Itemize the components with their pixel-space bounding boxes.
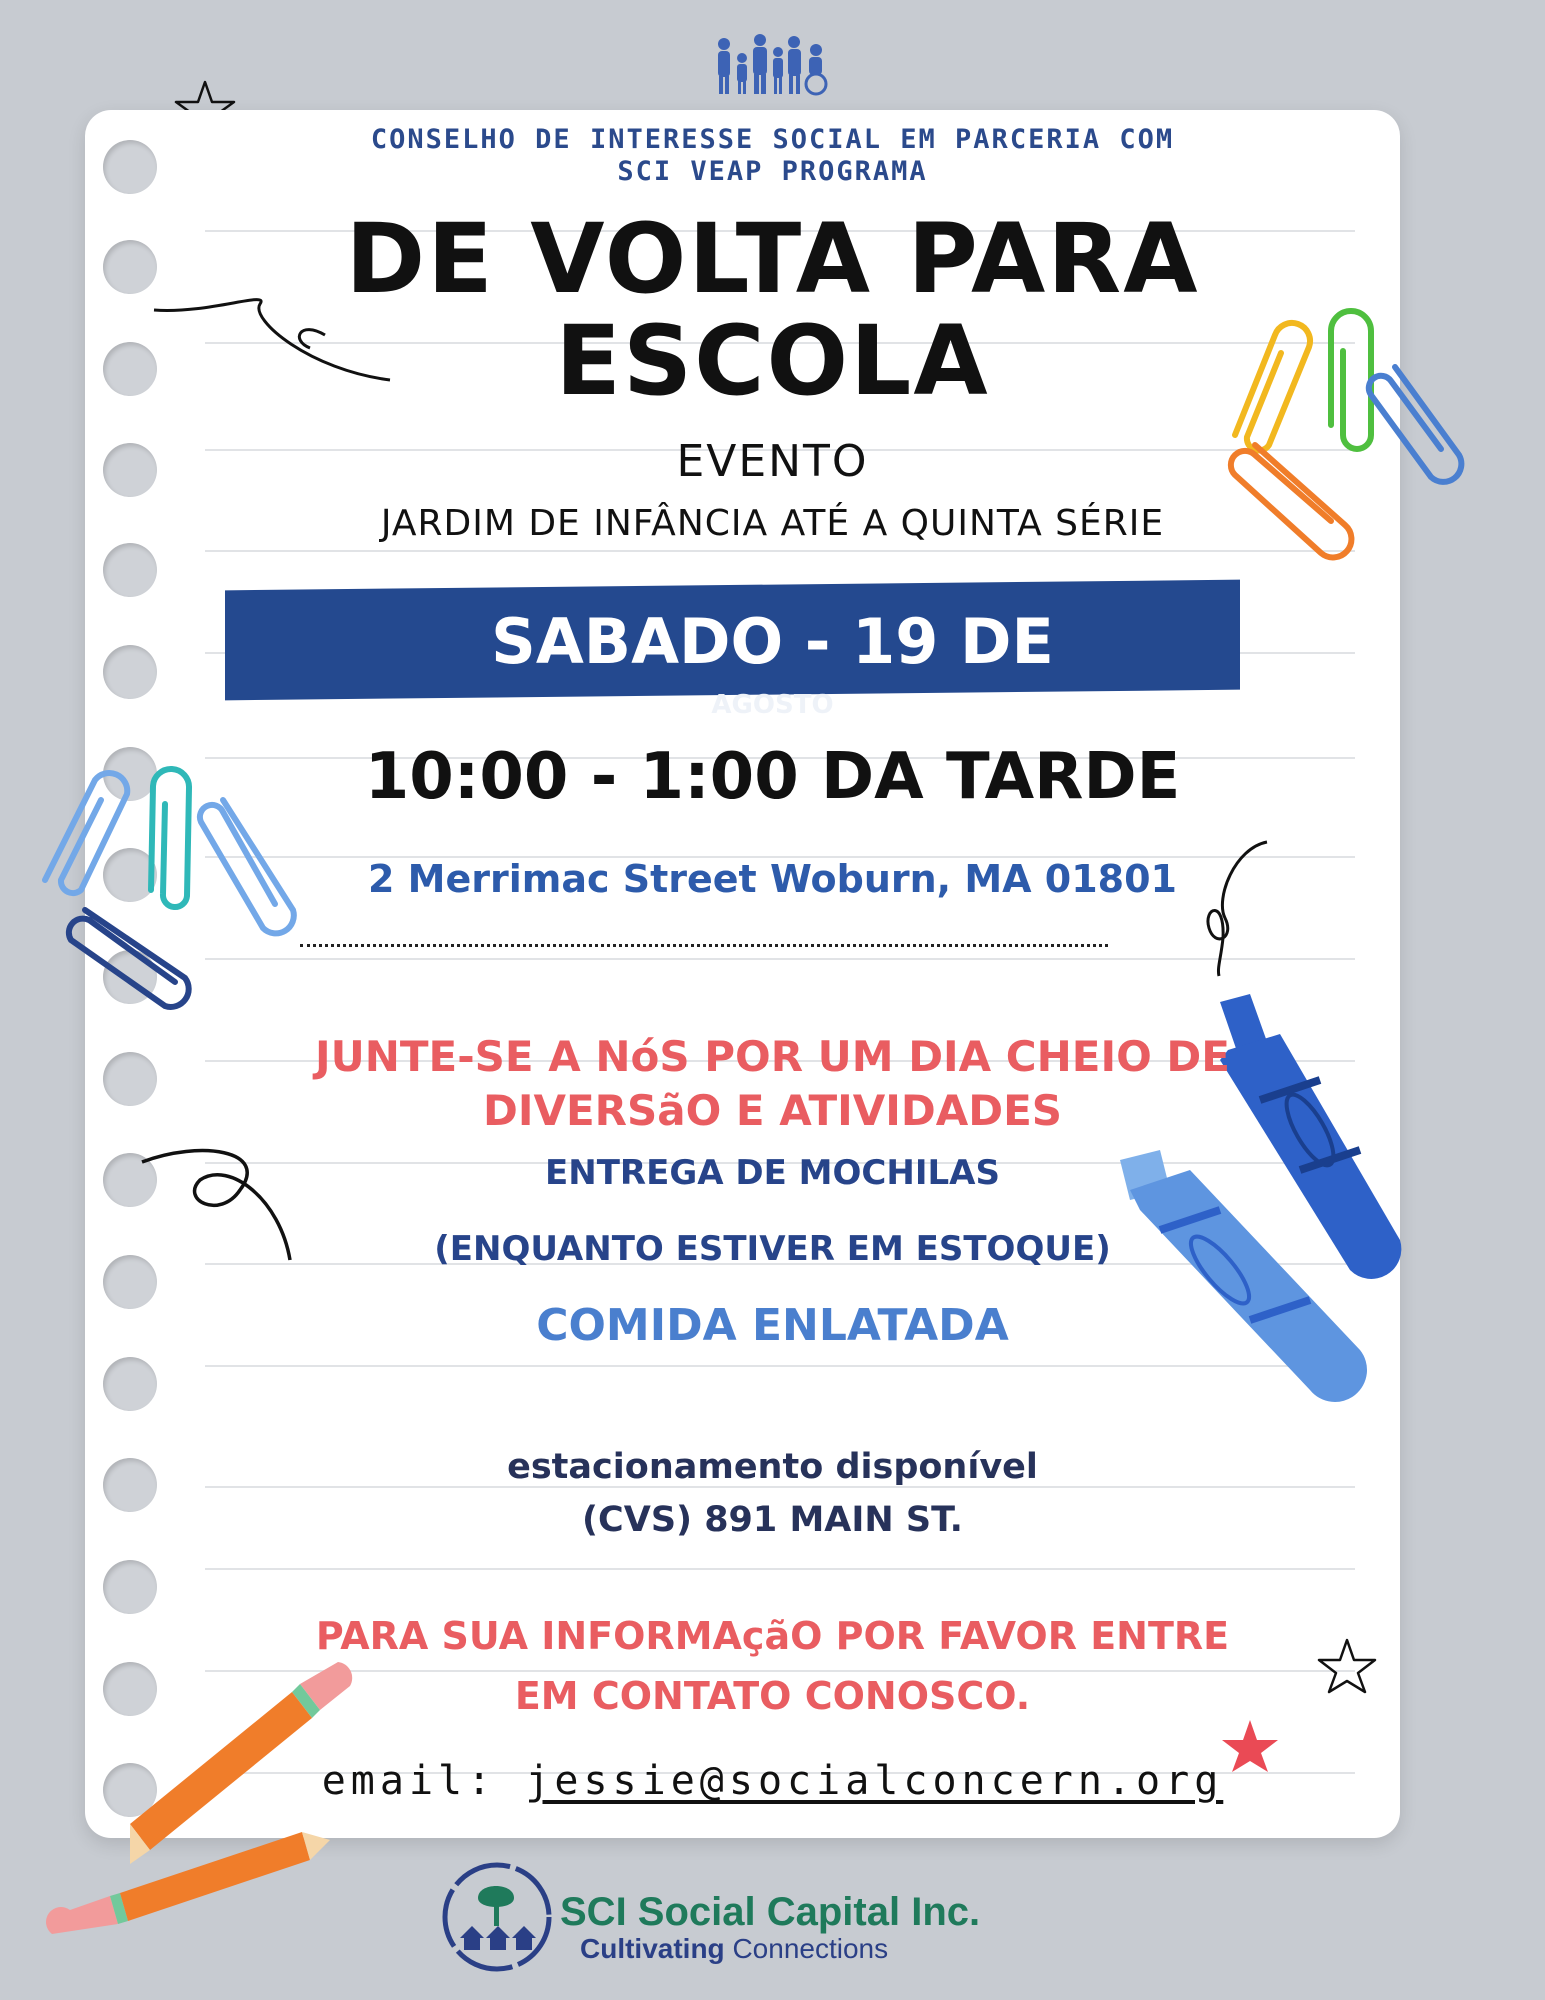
- partner-line-2: SCI VEAP PROGRAMA: [617, 156, 928, 187]
- contact-line-1: PARA SUA INFORMAçãO POR FAVOR ENTRE: [315, 1614, 1230, 1658]
- email-line: [0, 1758, 1545, 1804]
- title-line-1: DE VOLTA PARA: [345, 203, 1200, 315]
- logo-tagline: [560, 1933, 980, 1965]
- email-label: email:: [321, 1758, 497, 1804]
- partner-line-1: CONSELHO DE INTERESSE SOCIAL EM PARCERIA COM: [370, 124, 1175, 155]
- invite-line-2: DIVERSãO E ATIVIDADES: [482, 1086, 1063, 1135]
- tagline-rest: Connections: [732, 1933, 889, 1964]
- invite-text: [0, 1030, 1545, 1138]
- title-line-2: ESCOLA: [555, 305, 990, 417]
- grade-range: JARDIM DE INFÂNCIA ATÉ A QUINTA SÉRIE: [380, 503, 1165, 544]
- partner-heading: [0, 124, 1545, 188]
- logo-name: SCI Social Capital Inc.: [560, 1890, 981, 1934]
- event-time: 10:00 - 1:00 DA TARDE: [364, 740, 1181, 814]
- dotted-divider: [300, 944, 1108, 947]
- canned-food: COMIDA ENLATADA: [536, 1300, 1009, 1351]
- event-title: [0, 203, 1545, 417]
- invite-line-1: JUNTE-SE A NóS POR UM DIA CHEIO DE: [315, 1032, 1230, 1081]
- backpack-giveaway: ENTREGA DE MOCHILAS: [545, 1153, 1000, 1193]
- email-link[interactable]: jessie@socialconcern.org: [525, 1758, 1224, 1804]
- parking-info: estacionamento disponível: [507, 1447, 1038, 1487]
- event-date-overflow: AGOSTO: [711, 690, 834, 720]
- binder-hole: [103, 543, 157, 597]
- parking-location: (CVS) 891 MAIN ST.: [582, 1500, 963, 1540]
- event-subtitle: EVENTO: [676, 436, 869, 487]
- while-supplies-note: (ENQUANTO ESTIVER EM ESTOQUE): [434, 1229, 1111, 1269]
- event-date: SABADO - 19 DE: [491, 605, 1054, 678]
- tagline-bold: Cultivating: [580, 1933, 725, 1964]
- binder-hole: [103, 1357, 157, 1411]
- contact-line-2: EM CONTATO CONOSCO.: [514, 1674, 1031, 1718]
- contact-prompt: [0, 1606, 1545, 1726]
- event-address: 2 Merrimac Street Woburn, MA 01801: [367, 857, 1177, 901]
- sci-logo: [560, 1890, 980, 1965]
- family-icon: [712, 32, 832, 96]
- sci-logo-icon: [438, 1858, 556, 1976]
